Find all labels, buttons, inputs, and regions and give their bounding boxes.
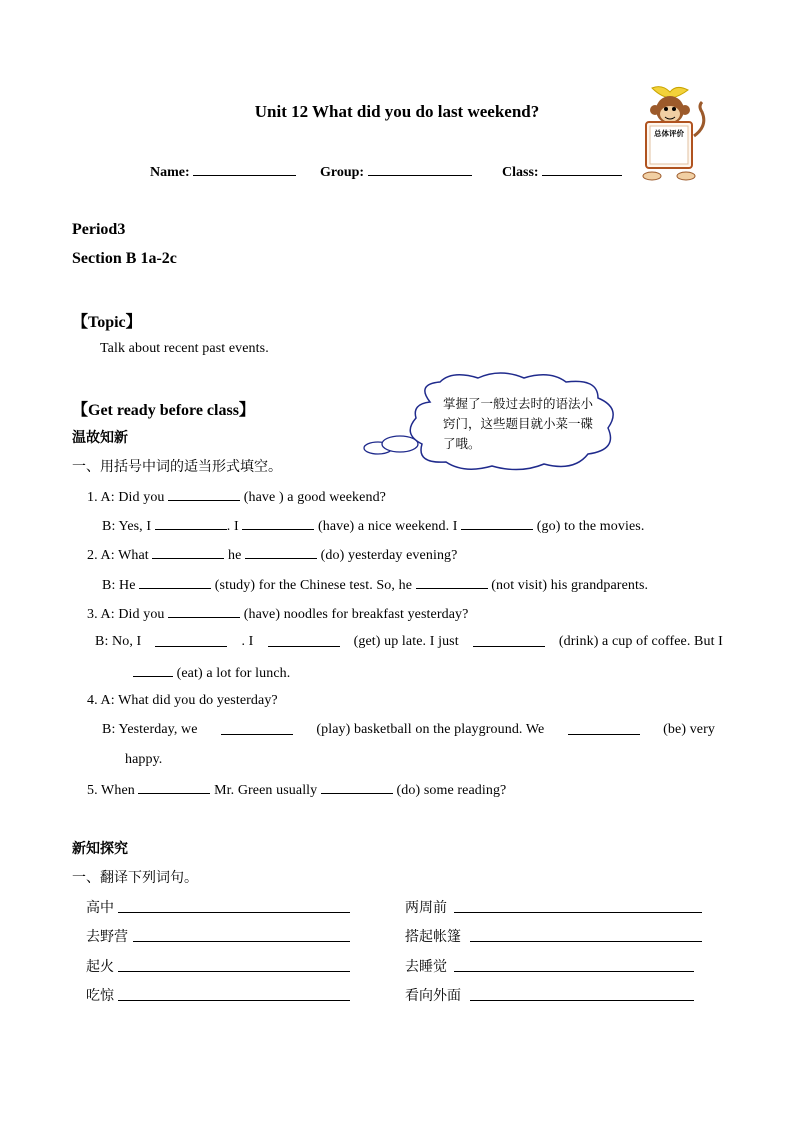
translate-answer-line[interactable]	[118, 971, 350, 972]
translate-instruction: 一、翻译下列词句。	[72, 870, 198, 886]
q4-line-c: happy.	[125, 752, 163, 767]
translate-item: 高中	[86, 900, 114, 916]
text-segment: (go) to the movies.	[536, 519, 645, 534]
class-field	[502, 163, 622, 181]
q1-line-a	[87, 488, 386, 506]
text-segment: (be) very	[663, 722, 715, 737]
translate-item: 搭起帐篷	[405, 929, 461, 945]
group-field	[320, 163, 472, 181]
text-segment: B: Yesterday, we	[102, 722, 198, 737]
answer-blank[interactable]	[139, 576, 211, 589]
translate-item: 去睡觉	[405, 959, 447, 975]
q3-line-a	[87, 605, 468, 623]
class-label: Class:	[502, 165, 539, 180]
text-segment: . I	[241, 634, 254, 649]
new-knowledge-heading: 新知探究	[72, 841, 128, 857]
ready-heading: 【Get ready before class】	[72, 402, 255, 419]
answer-blank[interactable]	[168, 488, 240, 501]
answer-blank[interactable]	[155, 634, 227, 647]
translate-answer-line[interactable]	[470, 1000, 694, 1001]
answer-blank[interactable]	[133, 664, 173, 677]
text-segment: 3. A: Did you	[87, 607, 165, 622]
text-segment: B: Yes, I	[102, 519, 152, 534]
group-label: Group:	[320, 165, 365, 180]
name-label: Name:	[150, 165, 190, 180]
text-segment: (drink) a cup of coffee. But I	[558, 634, 723, 649]
answer-blank[interactable]	[245, 546, 317, 559]
group-blank[interactable]	[368, 163, 472, 176]
name-field	[150, 163, 296, 181]
answer-blank[interactable]	[155, 517, 227, 530]
translate-answer-line[interactable]	[133, 941, 350, 942]
answer-blank[interactable]	[321, 781, 393, 794]
answer-blank[interactable]	[416, 576, 488, 589]
q5-line	[87, 781, 506, 799]
text-segment: he	[228, 548, 242, 563]
answer-blank[interactable]	[168, 605, 240, 618]
q1-line-b	[102, 517, 644, 535]
text-segment: (do) yesterday evening?	[320, 548, 458, 563]
translate-item: 起火	[86, 959, 114, 975]
name-blank[interactable]	[193, 163, 296, 176]
monkey-mascot-icon	[636, 86, 708, 182]
period-heading: Period3	[72, 221, 126, 238]
text-segment: (have ) a good weekend?	[243, 490, 386, 505]
text-segment: (get) up late. I just	[353, 634, 459, 649]
translate-answer-line[interactable]	[118, 1000, 350, 1001]
translate-item: 去野营	[86, 929, 128, 945]
translate-answer-line[interactable]	[454, 912, 702, 913]
text-segment: (study) for the Chinese test. So, he	[214, 578, 413, 593]
translate-answer-line[interactable]	[470, 941, 702, 942]
section-heading: Section B 1a-2c	[72, 250, 177, 267]
q4-line-b	[102, 722, 715, 738]
q2-line-b	[102, 576, 648, 594]
text-segment: 2. A: What	[87, 548, 149, 563]
translate-answer-line[interactable]	[118, 912, 350, 913]
topic-heading: 【Topic】	[72, 314, 142, 331]
text-segment: (have) a nice weekend. I	[317, 519, 458, 534]
text-segment: (play) basketball on the playground. We	[316, 722, 545, 737]
answer-blank[interactable]	[152, 546, 224, 559]
answer-blank[interactable]	[461, 517, 533, 530]
text-segment: B: No, I	[95, 634, 142, 649]
translate-item: 吃惊	[86, 988, 114, 1004]
text-segment: (do) some reading?	[396, 783, 507, 798]
text-segment: (eat) a lot for lunch.	[176, 666, 291, 681]
answer-blank[interactable]	[221, 722, 293, 735]
text-segment: (have) noodles for breakfast yesterday?	[243, 607, 469, 622]
text-segment: Mr. Green usually	[214, 783, 318, 798]
text-segment: . I	[226, 519, 239, 534]
text-segment: (not visit) his grandparents.	[491, 578, 649, 593]
answer-blank[interactable]	[138, 781, 210, 794]
answer-blank[interactable]	[473, 634, 545, 647]
review-subheading: 温故知新	[72, 430, 128, 446]
q3-line-c	[133, 664, 290, 682]
text-segment: B: He	[102, 578, 136, 593]
translate-answer-line[interactable]	[454, 971, 694, 972]
q2-line-a	[87, 546, 457, 564]
q3-line-b	[95, 634, 723, 650]
cloud-tip-text: 掌握了一般过去时的语法小窍门，这些题目就小菜一碟了哦。	[443, 396, 594, 451]
text-segment: 1. A: Did you	[87, 490, 165, 505]
answer-blank[interactable]	[242, 517, 314, 530]
translate-item: 两周前	[405, 900, 447, 916]
text-segment: 5. When	[87, 783, 135, 798]
page-title: Unit 12 What did you do last weekend?	[254, 102, 540, 121]
answer-blank[interactable]	[568, 722, 640, 735]
translate-item: 看向外面	[405, 988, 461, 1004]
class-blank[interactable]	[542, 163, 622, 176]
topic-text: Talk about recent past events.	[100, 341, 269, 356]
answer-blank[interactable]	[268, 634, 340, 647]
fill-instruction: 一、用括号中词的适当形式填空。	[72, 459, 282, 475]
stamp-text: 总体评价	[654, 129, 684, 138]
q4-line-a: 4. A: What did you do yesterday?	[87, 693, 278, 708]
